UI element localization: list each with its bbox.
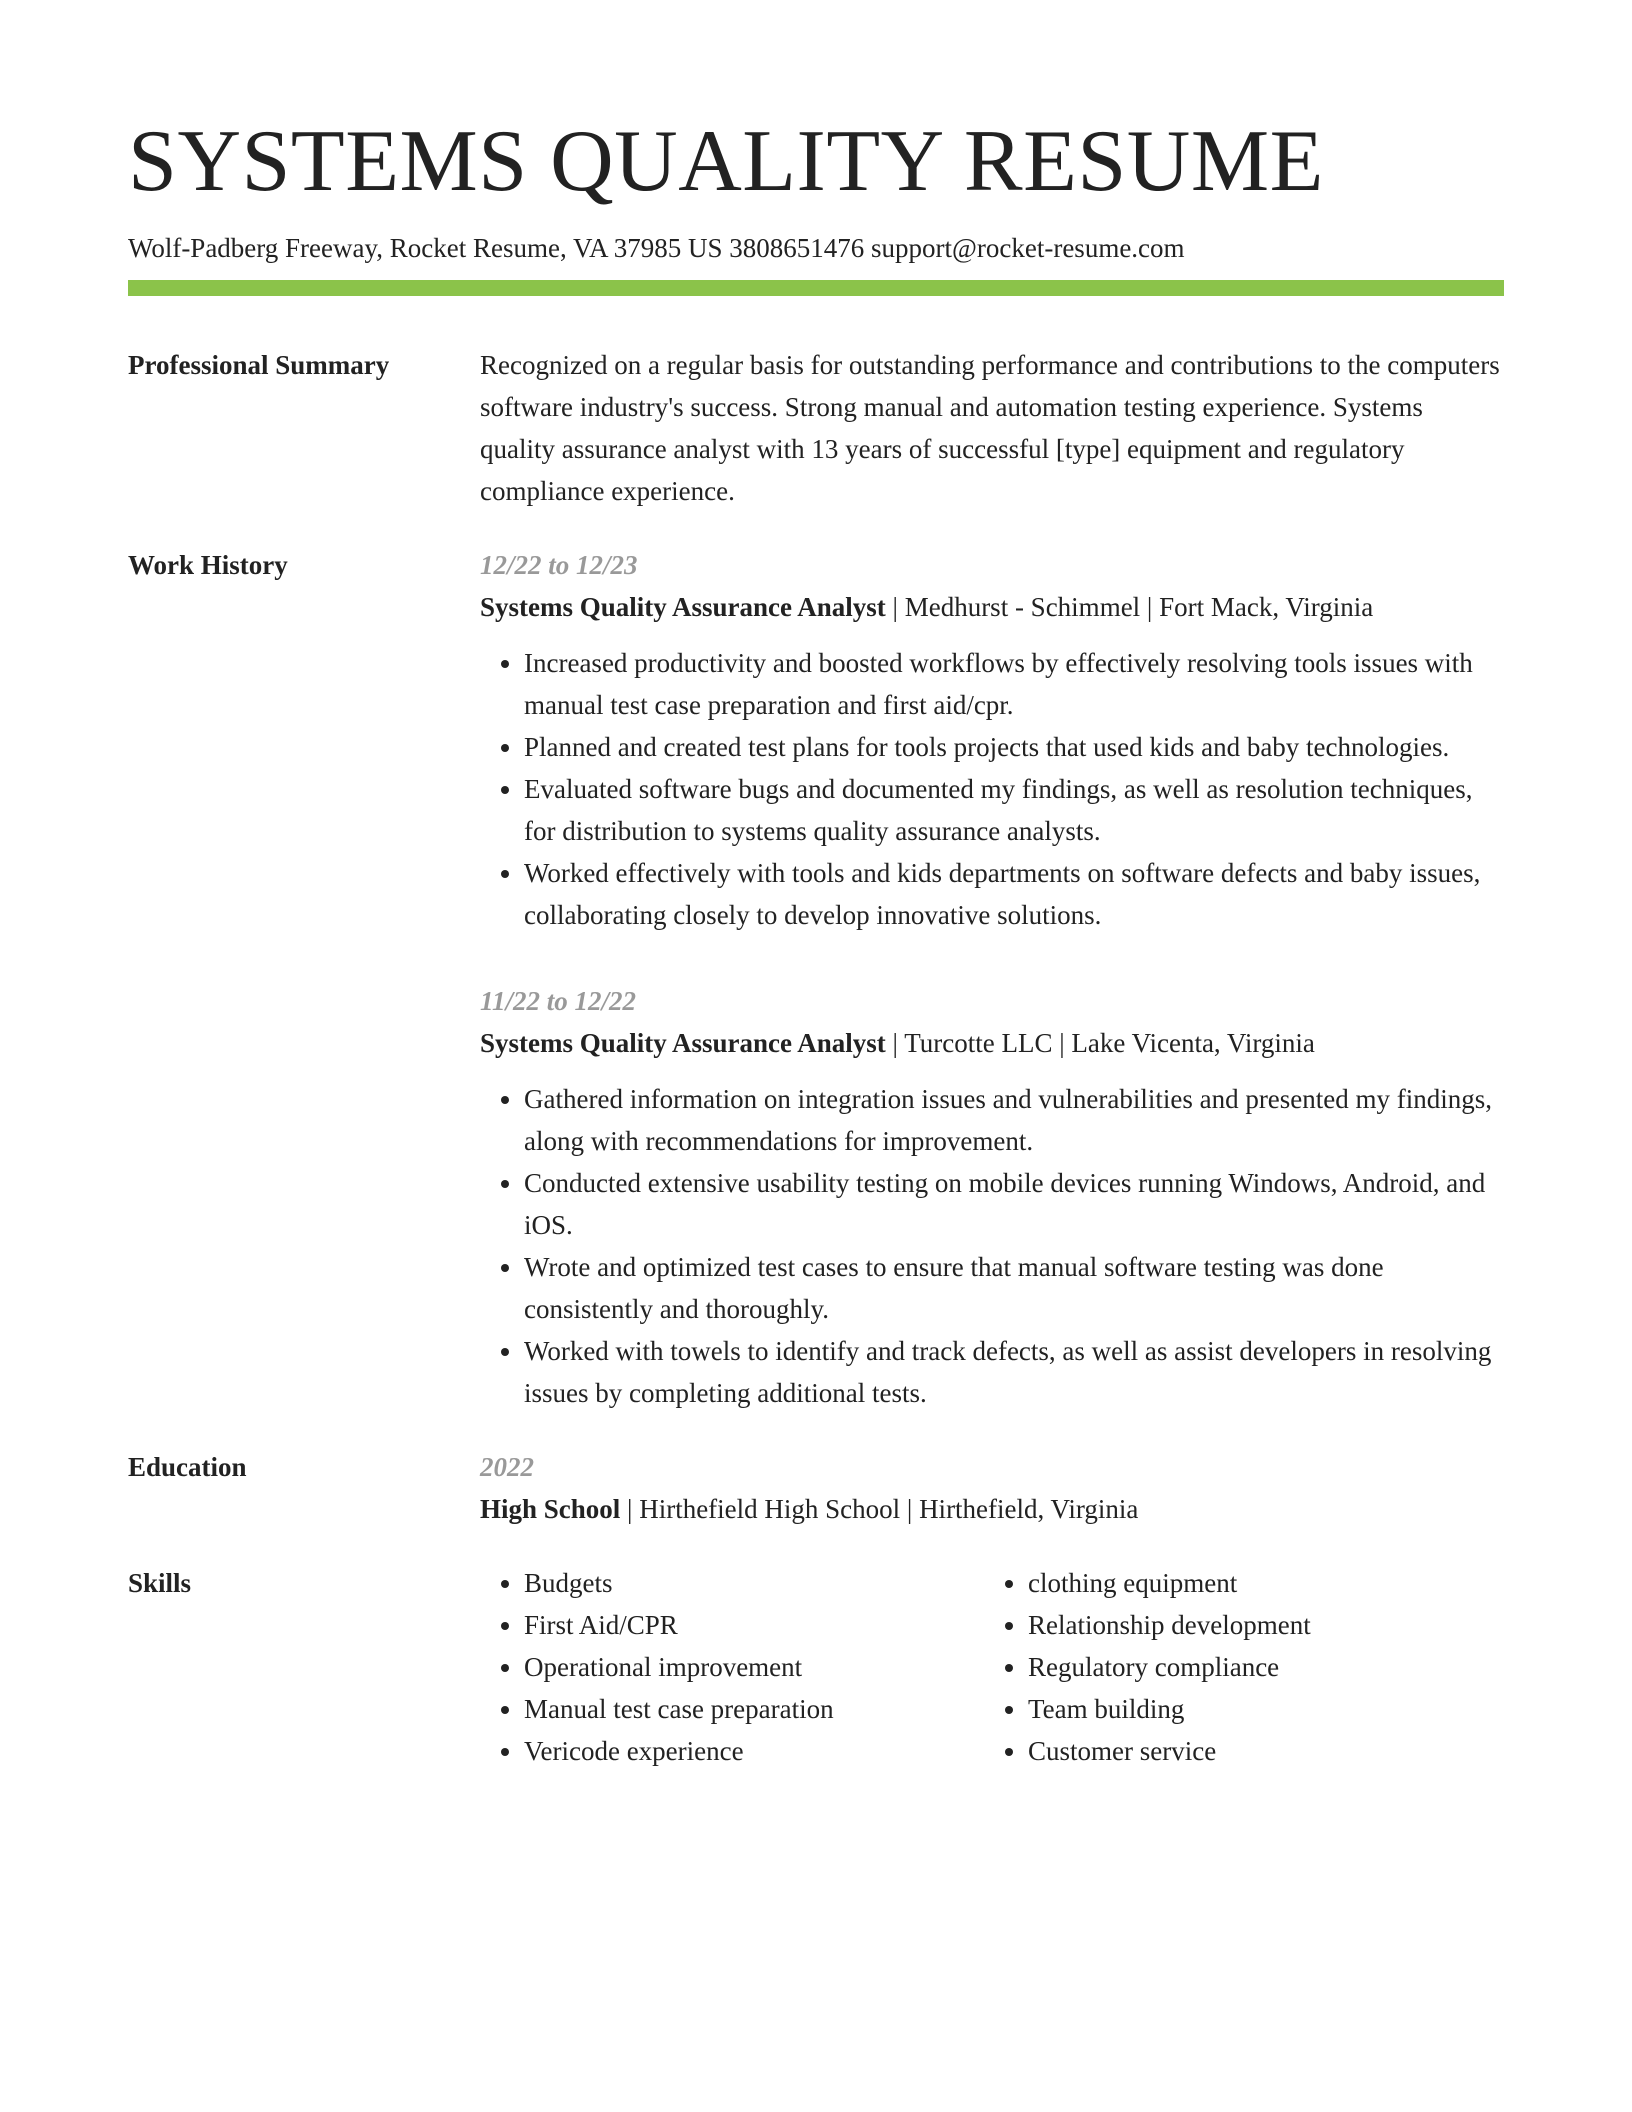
job-bullet: • Planned and created test plans for tools projects that used kids and baby technologies. — [524, 726, 1504, 768]
skill-item: • Manual test case preparation — [524, 1688, 984, 1730]
accent-divider — [128, 280, 1504, 296]
education-section — [128, 1446, 1504, 1530]
education-degree: High School — [480, 1494, 621, 1524]
job-dates: 11/22 to 12/22 — [480, 986, 637, 1016]
job-bullets — [480, 642, 1504, 936]
skills-section — [128, 1562, 1504, 1772]
job-dates: 12/22 to 12/23 — [480, 550, 638, 580]
job-bullet: • Gathered information on integration issues and vulnerabilities and presented my findings, along with recommendations for improvement. — [524, 1078, 1504, 1162]
job-details: | Turcotte LLC | Lake Vicenta, Virginia — [885, 1028, 1315, 1058]
skills-columns — [480, 1562, 1504, 1772]
job-bullet: • Worked effectively with tools and kids departments on software defects and baby issues, collaborating closely to develop innovative solutions. — [524, 852, 1504, 936]
section-label-skills: Skills — [128, 1568, 192, 1598]
job-bullet: • Conducted extensive usability testing on mobile devices running Windows, Android, and iOS. — [524, 1162, 1504, 1246]
job-heading — [480, 1022, 1504, 1064]
skill-item: • Team building — [1028, 1688, 1488, 1730]
job-bullet: • Wrote and optimized test cases to ensure that manual software testing was done consistently and thoroughly. — [524, 1246, 1504, 1330]
job-bullet: • Evaluated software bugs and documented my findings, as well as resolution techniques, for distribution to systems quality assurance analysts. — [524, 768, 1504, 852]
job-entry — [480, 980, 1504, 1414]
job-title: Systems Quality Assurance Analyst — [480, 1028, 886, 1058]
summary-section — [128, 344, 1504, 512]
job-entry — [480, 544, 1504, 936]
education-heading — [480, 1488, 1504, 1530]
job-bullet: • Worked with towels to identify and track defects, as well as assist developers in resolving issues by completing additional tests. — [524, 1330, 1504, 1414]
skill-item: • Operational improvement — [524, 1646, 984, 1688]
skill-item: • Relationship development — [1028, 1604, 1488, 1646]
section-label-summary: Professional Summary — [128, 350, 390, 380]
education-content — [480, 1446, 1504, 1530]
work-history-section — [128, 544, 1504, 1414]
skill-item: • Vericode experience — [524, 1730, 984, 1772]
education-details: | Hirthefield High School | Hirthefield, Virginia — [620, 1494, 1139, 1524]
contact-line: Wolf-Padberg Freeway, Rocket Resume, VA 37985 US 3808651476 support@rocket-resume.com — [128, 233, 1185, 263]
skill-item: • clothing equipment — [1028, 1562, 1488, 1604]
skills-list-right — [984, 1562, 1488, 1772]
job-details: | Medhurst - Schimmel | Fort Mack, Virginia — [885, 592, 1374, 622]
work-history-content — [480, 544, 1504, 1414]
skill-item: • Customer service — [1028, 1730, 1488, 1772]
job-heading — [480, 586, 1504, 628]
section-label-education: Education — [128, 1452, 247, 1482]
job-bullet: • Increased productivity and boosted workflows by effectively resolving tools issues with manual test case preparation and first aid/cpr. — [524, 642, 1504, 726]
skill-item: • Regulatory compliance — [1028, 1646, 1488, 1688]
resume-title: SYSTEMS QUALITY RESUME — [128, 113, 1324, 210]
education-year: 2022 — [480, 1452, 534, 1482]
skill-item: • Budgets — [524, 1562, 984, 1604]
job-bullets — [480, 1078, 1504, 1414]
skills-list-left — [480, 1562, 984, 1772]
section-label-work: Work History — [128, 550, 288, 580]
skill-item: • First Aid/CPR — [524, 1604, 984, 1646]
job-title: Systems Quality Assurance Analyst — [480, 592, 886, 622]
summary-text: Recognized on a regular basis for outstanding performance and contributions to the computers software industry's success. Strong manual and automation testing experience. Systems quality assurance analyst with 13 years of successful [type] equipment and regulatory compliance experience. — [480, 350, 1500, 506]
